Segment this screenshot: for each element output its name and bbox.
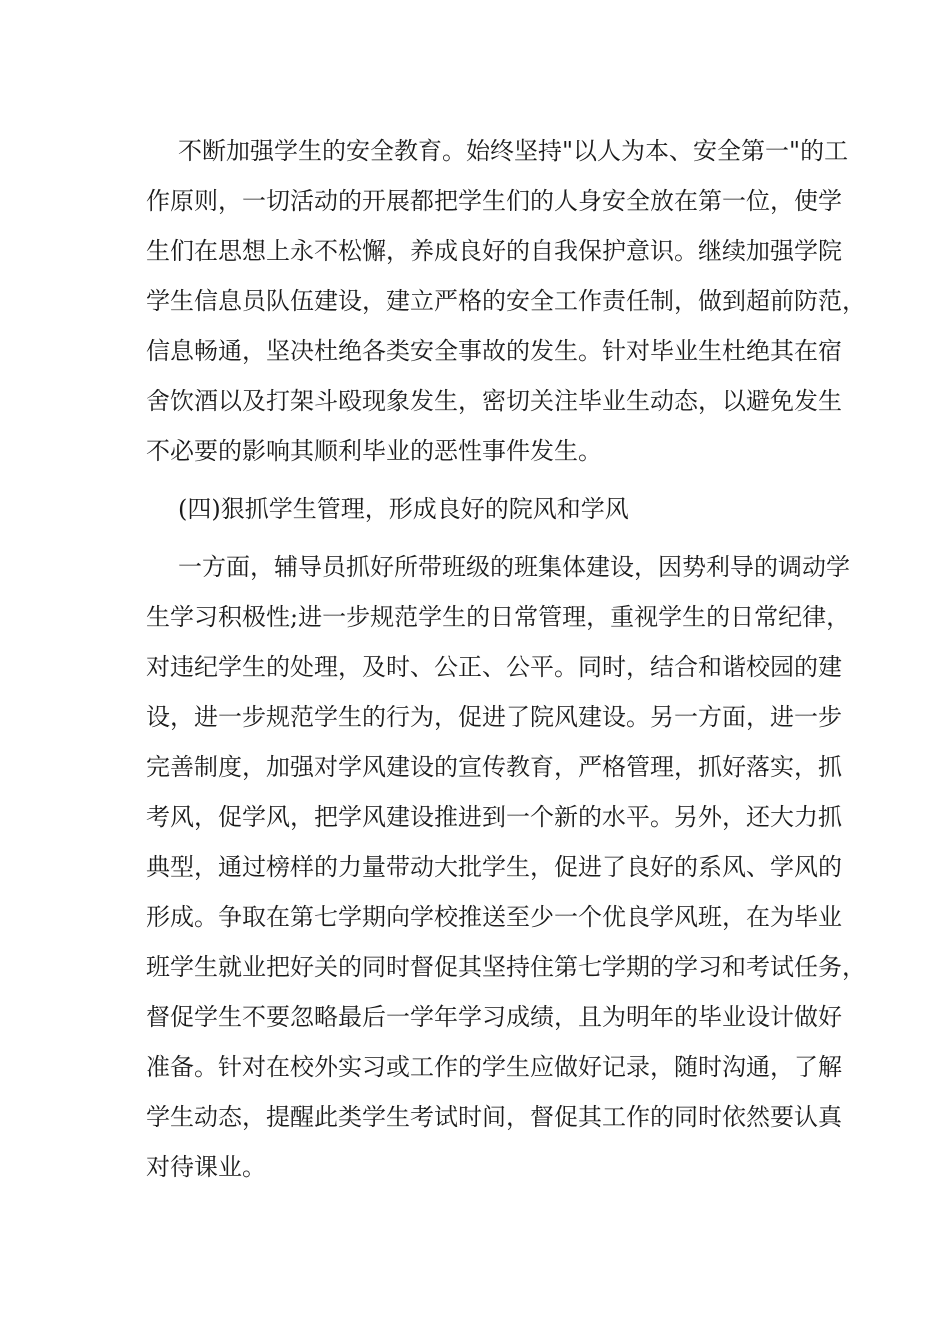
text-line: 班学生就业把好关的同时督促其坚持住第七学期的学习和考试任务，: [146, 953, 866, 981]
text-line: 完善制度，加强对学风建设的宣传教育，严格管理，抓好落实，抓: [146, 753, 842, 781]
text-line: 信息畅通，坚决杜绝各类安全事故的发生。针对毕业生杜绝其在宿: [146, 337, 842, 365]
paragraph-safety-education: [146, 126, 866, 476]
text-line: 考风，促学风，把学风建设推进到一个新的水平。另外，还大力抓: [146, 803, 842, 831]
text-line: 学生信息员队伍建设，建立严格的安全工作责任制，做到超前防范，: [146, 287, 866, 315]
text-line: 对违纪学生的处理，及时、公正、公平。同时，结合和谐校园的建: [146, 653, 842, 681]
text-line: 不必要的影响其顺利毕业的恶性事件发生。: [146, 437, 602, 465]
text-line: 形成。争取在第七学期向学校推送至少一个优良学风班，在为毕业: [146, 903, 842, 931]
text-line: 生们在思想上永不松懈，养成良好的自我保护意识。继续加强学院: [146, 237, 842, 265]
text-line: 舍饮酒以及打架斗殴现象发生，密切关注毕业生动态，以避免发生: [146, 387, 842, 415]
text-line: 作原则，一切活动的开展都把学生们的人身安全放在第一位，使学: [146, 187, 842, 215]
text-line: 督促学生不要忽略最后一学年学习成绩，且为明年的毕业设计做好: [146, 1003, 842, 1031]
text-line: 生学习积极性;进一步规范学生的日常管理，重视学生的日常纪律，: [146, 603, 851, 631]
text-line: 学生动态，提醒此类学生考试时间，督促其工作的同时依然要认真: [146, 1103, 842, 1131]
paragraph-student-management: [146, 542, 866, 1192]
text-line: 设，进一步规范学生的行为，促进了院风建设。另一方面，进一步: [146, 703, 842, 731]
text-line: 不断加强学生的安全教育。始终坚持"以人为本、安全第一"的工: [178, 137, 849, 165]
document-body: [146, 126, 866, 1192]
text-line: 典型，通过榜样的力量带动大批学生，促进了良好的系风、学风的: [146, 853, 842, 881]
section-heading: (四)狠抓学生管理，形成良好的院风和学风: [178, 495, 629, 523]
text-line: 一方面，辅导员抓好所带班级的班集体建设，因势利导的调动学: [178, 553, 850, 581]
text-line: 准备。针对在校外实习或工作的学生应做好记录，随时沟通，了解: [146, 1053, 842, 1081]
text-line: 对待课业。: [146, 1153, 266, 1181]
